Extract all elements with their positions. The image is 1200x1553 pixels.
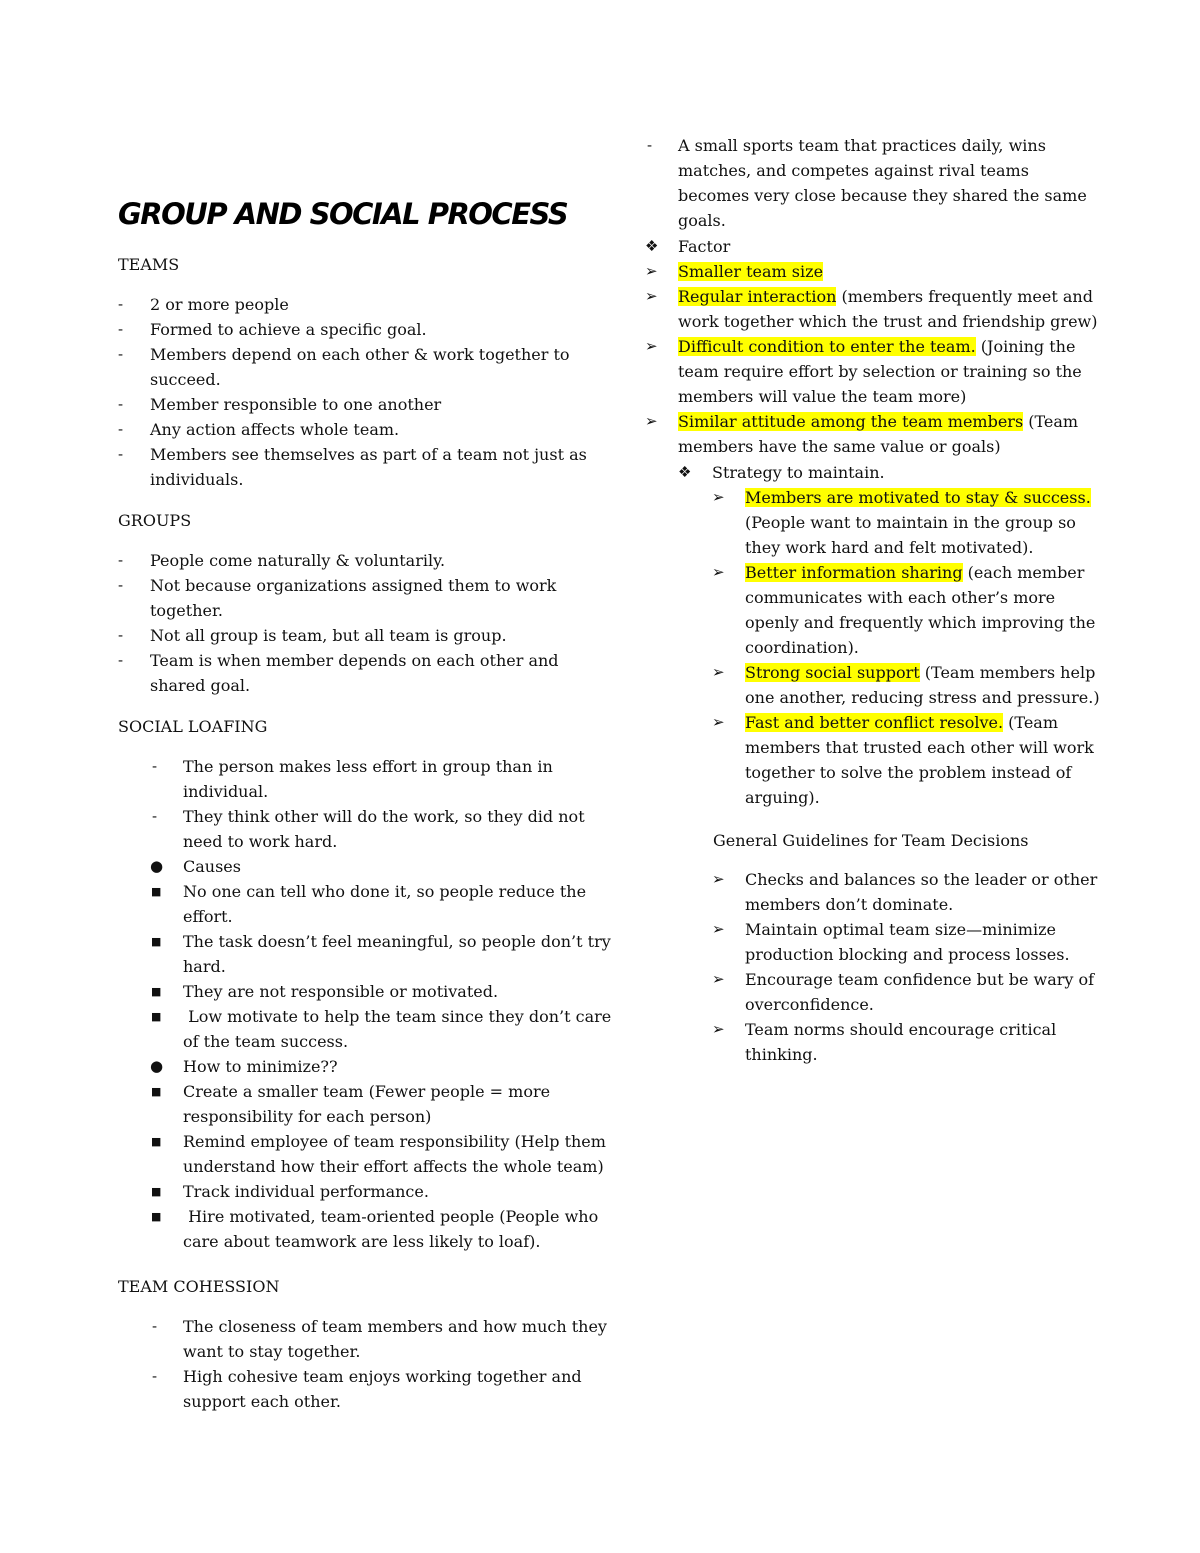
factor-item: ➢ Smaller team size — [645, 259, 1105, 284]
arrowhead-bullet-icon: ➢ — [645, 262, 658, 280]
list-item: - The closeness of team members and how much they want to stay together. — [152, 1317, 607, 1361]
causes-item: ● Causes — [150, 854, 620, 879]
arrowhead-bullet-icon: ➢ — [645, 287, 658, 305]
list-item: - People come naturally & voluntarily. — [118, 551, 446, 570]
strategy-item: ➢ Better information sharing (each member communicates with each other’s more openly and frequently which improving the coordination). — [712, 560, 1107, 660]
list-item: - Team is when member depends on each other and shared goal. — [118, 651, 559, 695]
guidelines-heading: General Guidelines for Team Decisions — [713, 831, 1029, 850]
list-item: ■ Low motivate to help the team since they don’t care of the team success. — [150, 1004, 620, 1054]
list-item: - Formed to achieve a specific goal. — [118, 320, 427, 339]
guideline-item: ➢ Maintain optimal team size—minimize production blocking and process losses. — [712, 917, 1107, 967]
arrowhead-bullet-icon: ➢ — [645, 412, 658, 430]
arrowhead-bullet-icon: ➢ — [712, 713, 725, 731]
list-item: ■ Create a smaller team (Fewer people = more responsibility for each person) — [150, 1079, 620, 1129]
list-item: - The person makes less effort in group than in individual. — [152, 757, 553, 801]
strategy-list — [678, 460, 1108, 485]
diamond-bullet-icon: ❖ — [678, 463, 692, 481]
arrowhead-bullet-icon: ➢ — [712, 920, 725, 938]
list-item: - Not because organizations assigned them to work together. — [118, 576, 557, 620]
arrowhead-bullet-icon: ➢ — [712, 1020, 725, 1038]
factor-item: ➢ Similar attitude among the team members (Team members have the same value or goals) — [645, 409, 1105, 459]
list-item: ■ The task doesn’t feel meaningful, so people don’t try hard. — [150, 929, 620, 979]
list-item: ■ They are not responsible or motivated. — [150, 979, 620, 1004]
square-bullet-icon: ■ — [151, 1185, 162, 1198]
team-cohesion-list — [150, 1314, 620, 1414]
list-item: ■ Track individual performance. — [150, 1179, 620, 1204]
square-bullet-icon: ■ — [151, 985, 162, 998]
square-bullet-icon: ■ — [151, 935, 162, 948]
arrowhead-bullet-icon: ➢ — [712, 970, 725, 988]
guidelines-list — [712, 867, 1107, 1067]
groups-heading: GROUPS — [118, 511, 192, 530]
strategy-heading: ❖ Strategy to maintain. — [678, 460, 1108, 485]
example-list — [645, 133, 1105, 233]
arrowhead-bullet-icon: ➢ — [712, 870, 725, 888]
list-item: - Member responsible to one another — [118, 395, 442, 414]
teams-list — [118, 292, 618, 492]
page-title: GROUP AND SOCIAL PROCESS — [118, 197, 568, 231]
guideline-item: ➢ Team norms should encourage critical thinking. — [712, 1017, 1107, 1067]
list-item: - Any action affects whole team. — [118, 420, 400, 439]
square-bullet-icon: ■ — [151, 1010, 162, 1023]
list-item: ■ No one can tell who done it, so people reduce the effort. — [150, 879, 620, 929]
factor-item: ➢ Regular interaction (members frequently meet and work together which the trust and friendship grew) — [645, 284, 1105, 334]
bullet-dot-icon: ● — [150, 1057, 164, 1075]
factor-list — [645, 234, 1105, 459]
guideline-item: ➢ Checks and balances so the leader or other members don’t dominate. — [712, 867, 1107, 917]
list-item: ■ Remind employee of team responsibility (Help them understand how their effort affects the whole team) — [150, 1129, 620, 1179]
factor-item: ➢ Difficult condition to enter the team. (Joining the team require effort by selection or training so the members will value the team more) — [645, 334, 1105, 409]
list-item: - Not all group is team, but all team is group. — [118, 626, 507, 645]
strategy-item: ➢ Fast and better conflict resolve. (Team members that trusted each other will work together to solve the problem instead of arguing). — [712, 710, 1107, 810]
groups-list — [118, 548, 618, 698]
list-item: - Members see themselves as part of a team not just as individuals. — [118, 445, 587, 489]
factor-heading: ❖ Factor — [645, 234, 1105, 259]
strategy-item: ➢ Strong social support (Team members help one another, reducing stress and pressure.) — [712, 660, 1107, 710]
bullet-dot-icon: ● — [150, 857, 164, 875]
strategy-item: ➢ Members are motivated to stay & success. (People want to maintain in the group so they work hard and felt motivated). — [712, 485, 1107, 560]
teams-heading: TEAMS — [118, 255, 180, 274]
list-item: ■ Hire motivated, team-oriented people (People who care about teamwork are less likely to loaf). — [150, 1204, 620, 1254]
diamond-bullet-icon: ❖ — [645, 237, 659, 255]
arrowhead-bullet-icon: ➢ — [712, 563, 725, 581]
arrowhead-bullet-icon: ➢ — [712, 663, 725, 681]
social-loafing-heading: SOCIAL LOAFING — [118, 717, 268, 736]
strategy-items — [712, 485, 1107, 810]
social-loafing-list — [150, 754, 620, 1254]
list-item: - 2 or more people — [118, 295, 289, 314]
arrowhead-bullet-icon: ➢ — [712, 488, 725, 506]
list-item: - A small sports team that practices daily, wins matches, and competes against rival teams becomes very close because they shared the same goals. — [647, 136, 1087, 230]
arrowhead-bullet-icon: ➢ — [645, 337, 658, 355]
guideline-item: ➢ Encourage team confidence but be wary of overconfidence. — [712, 967, 1107, 1017]
team-cohesion-heading: TEAM COHESSION — [118, 1277, 280, 1296]
list-item: - High cohesive team enjoys working together and support each other. — [152, 1367, 582, 1411]
list-item: - They think other will do the work, so they did not need to work hard. — [152, 807, 585, 851]
square-bullet-icon: ■ — [151, 885, 162, 898]
square-bullet-icon: ■ — [151, 1135, 162, 1148]
square-bullet-icon: ■ — [151, 1210, 162, 1223]
square-bullet-icon: ■ — [151, 1085, 162, 1098]
list-item: - Members depend on each other & work together to succeed. — [118, 345, 570, 389]
minimize-item: ● How to minimize?? — [150, 1054, 620, 1079]
